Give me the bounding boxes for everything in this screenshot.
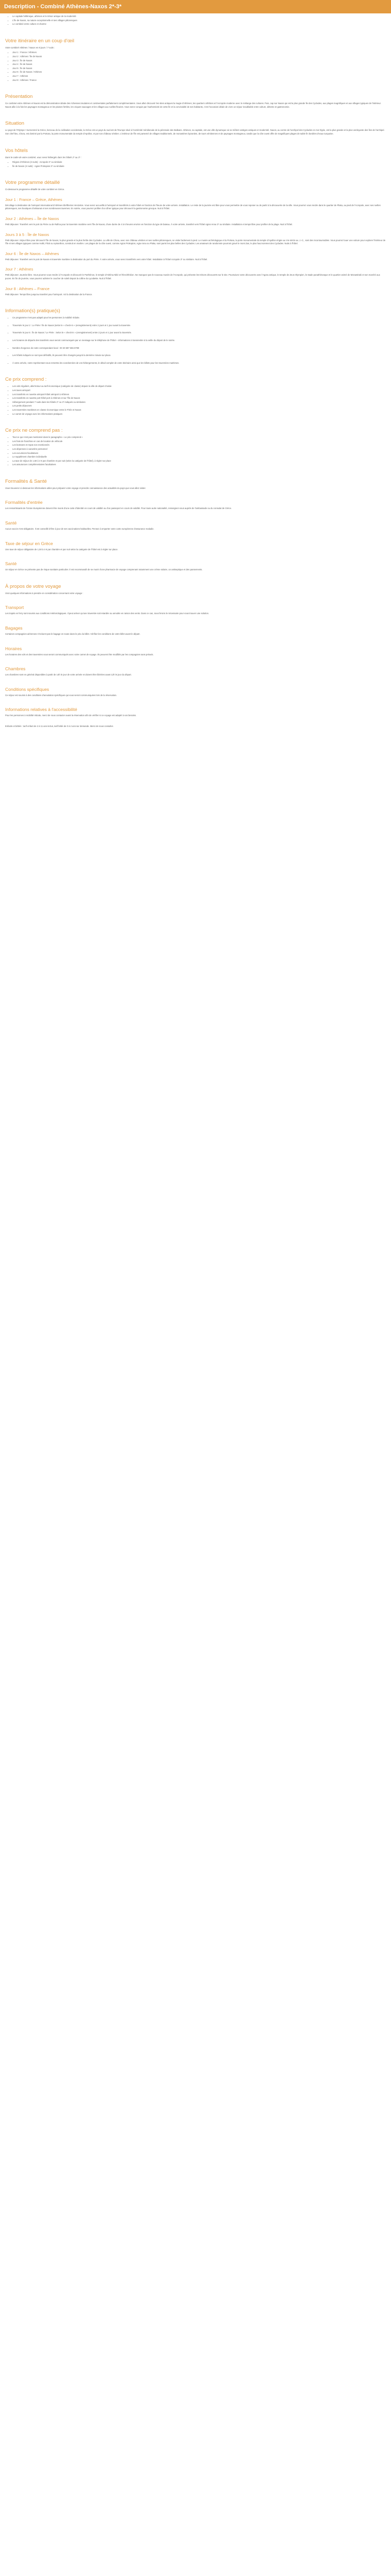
day-text: Décollage à destination de l'aéroport international d'Athènes Eleftherios Venizelos. Vous serez accueillis à l'aéroport et transférés à votre hôtel en fonction de l'heure de votre arrivée. Installation. Le reste de la journée est libre pour vous permettre de vous reposer ou de partir à la découverte de la ville. Vous pourrez vous rendre dans le quartier de Plaka, au pied de l'Acropole, avec ses ruelles pittoresques, ses boutiques d'artisanat et ses nombreuses tavernes. En soirée, vous pourrez profiter d'un dîner typique pour découvrir la gastronomie grecque. Nuit à l'hôtel. (5, 204, 381, 210)
list-item: • Le supplément chambre individuelle (12, 455, 386, 459)
excludes-list (5, 436, 386, 467)
day-text: Petit déjeuner. Journée libre. Vous pourrez vous rendre à l'Acropole et découvrir le Parthénon, le temple d'Athéna Niké et l'Érechthéion. Ne manquez pas le nouveau musée de l'Acropole, qui présente les trésors découverts sur le site. Poursuivez votre découverte avec l'Agora antique, le temple de Zeus Olympien, le stade panathénaïque et le quartier animé de Monastiraki et son marché aux puces. En fin de journée, vous pourrez admirer le coucher de soleil depuis la colline du Lycabette. Nuit à l'hôtel. (5, 274, 380, 280)
list-item: • Le combiné entre culture et charme (12, 23, 386, 26)
list-item: • Jour 7 : Athènes (12, 75, 386, 78)
sub-text: Les trajets en ferry sont soumis aux conditions météorologiques. Il peut arriver qu'une traversée soit retardée ou annulée en raison des vents. Dans ce cas, nous ferons le nécessaire pour vous trouver une solution. (5, 612, 209, 615)
list-item: • Les traversées maritimes en classe économique entre le Pirée et Naxos (12, 409, 386, 412)
situation-heading: Situation (5, 121, 24, 127)
day-block (5, 251, 386, 262)
presentation-text: Ce combiné entre Athènes et Naxos est la démonstration idéale des richesses insulaires et continentales parfaitement complémentaires. Vous allez découvrir les sites antiques la magie d'Athènes, les quartiers célèbres et l'Acropole moderne avec le mélange des cultures. Puis, cap sur Naxos qui est la plus grande île des Cyclades, aux plages magnifiques et aux villages typiques de l'intérieur. Naxos allie à la fois les paysages montagneux et les plaines fertiles, les criques sauvages et les villages aux ruelles fleuries. Vous serez conquis par l'authenticité de cette île et la convivialité de ses habitants, c'est l'occasion idéale de vivre un séjour inoubliable entre culture, détente et gastronomie. (5, 102, 381, 108)
list-item: • Jour 8 : Athènes / France (12, 79, 386, 82)
page-title: Description - Combiné Athènes-Naxos 2*-3* (0, 0, 391, 13)
sub-heading: Chambres (5, 666, 26, 672)
list-item: • Tout ce qui n'est pas mentionné dans le paragraphe « Le prix comprend » (12, 436, 386, 439)
day-block (5, 286, 386, 297)
list-item: • Les transferts en navette port-hôtel port à Athènes et sur l'île de Naxos (12, 397, 386, 400)
list-item: • Traversée le jour 6 : Île de Naxos / Le Pirée : Selon le « check-in » (enregistrement) entre 2 jours et 1 jour avant la traversée. (12, 331, 386, 335)
includes-heading: Ce prix comprend : (5, 377, 47, 383)
itinerary-intro: Votre combiné Athènes / Naxos en 8 jours / 7 nuits : (5, 46, 55, 49)
list-item: • Les hôtels indiqués ne sont pas définitifs, ils peuvent être changés jusqu'à la dernière minute sur place. (12, 354, 386, 358)
list-item: • Jour 2 : Athènes / Île de Naxos (12, 55, 386, 59)
sub-heading: Conditions spécifiques (5, 686, 50, 692)
day-title: Jour 2 : Athènes – Île de Naxos (5, 216, 59, 222)
list-item: • Nombre d'urgence de notre correspondant local : 00 30 697 655 8799 (12, 347, 386, 350)
includes-list (5, 385, 386, 416)
itinerary-heading: Votre itinéraire en un coup d'œil (5, 38, 74, 44)
sub-text: Les horaires des vols et des traversées vous seront communiqués avec votre carnet de voyage. Ils peuvent être modifiés par les compagnies sans préavis. (5, 653, 154, 656)
list-item: • Les boissons et repas non mentionnés (12, 444, 386, 447)
sub-heading: Horaires (5, 646, 22, 651)
sub-text: Les ressortissants de l'Union Européenne doivent être munis d'une carte d'identité en cours de validité ou d'un passeport en cours de validité. Pour toute autre nationalité, renseignez-vous auprès de l'ambassade ou du consulat de Grèce. (5, 507, 232, 510)
formalities-heading: Formalités & Santé (5, 478, 47, 484)
hotels-intro: Dans le cadre de votre combiné, vous serez hébergés dans les hôtels 2* ou 3* : (5, 156, 82, 159)
presentation-heading: Présentation (5, 94, 33, 100)
list-item: • Les transferts en navette aéroport-hôtel aéroport à Athènes (12, 393, 386, 397)
list-item: • À votre arrivée, notre représentant vous remettra les coordonnées de vos hébergements, le détail complet de votre itinéraire ainsi que les billets pour les traversées maritimes. (12, 362, 386, 365)
sub-text: Certaines compagnies aériennes n'incluent pas le bagage en soute dans le prix du billet. Vérifiez les conditions de votre billet avant le départ. (5, 633, 140, 636)
sub-text: Une taxe de séjour obligatoire de 1,50 à 4 € par chambre et par nuit selon la catégorie de l'hôtel est à régler sur place. (5, 548, 118, 551)
day-title: Jour 8 : Athènes – France (5, 286, 50, 291)
hotels-list (5, 161, 386, 168)
intro-list (5, 15, 386, 26)
list-item: • Les assurances complémentaires facultatives (12, 463, 386, 467)
hotels-heading: Vos hôtels (5, 147, 28, 154)
day-text: Petit déjeuner. Transfert vers le port du Pirée ou de Rafina pour la traversée maritime vers l'île de Naxos, d'une durée de 4 à 6 heures environ en fonction du type de bateau. À votre arrivée, transfert vers l'hôtel Agios Anna 3* ou similaire. Installation et temps libre pour profiter de la plage. Nuit à l'hôtel. (5, 223, 293, 226)
list-item: • Le carnet de voyage avec les informations pratiques (12, 413, 386, 416)
list-item: • Jour 1 : France / Athènes (12, 51, 386, 55)
sub-heading: Formalités d'entrée (5, 500, 43, 505)
sub-heading: Santé (5, 520, 17, 526)
footer-note: Enfants et bébés : tarif enfant de 2 à 11 ans inclus, tarif bébé de 0 à 2 ans sur demande. Merci de nous consulter. (5, 725, 114, 727)
program-intro: Ci-dessous le programme détaillé de votre combiné en Grèce. (5, 188, 65, 191)
day-title: Jour 6 : Île de Naxos – Athènes (5, 251, 59, 256)
sub-text: Un séjour en Grèce ne présente pas de risque sanitaire particulier. Il est recommandé de se munir d'une pharmacie de voyage comprenant notamment une crème solaire, un antiseptique et des pansements. (5, 568, 203, 571)
list-item: • Les petits déjeuners (12, 404, 386, 408)
list-item: • Jour 4 : Île de Naxos (12, 63, 386, 66)
itinerary-list (5, 51, 386, 82)
list-item: • Jour 6 : Île de Naxos / Athènes (12, 71, 386, 74)
day-text: Petit déjeuner. Temps libre jusqu'au transfert pour l'aéroport. Vol à destination de la France. (5, 293, 93, 296)
day-text: Petit déjeuner. Séjour libre pour découvrir l'île de Naxos, la plus grande et la plus fertile des Cyclades. La ville de Chora, avec son château vénitien et ses ruelles pittoresques, se visite facilement à pied. Le musée archéologique et la Portara, la porte monumentale du temple d'Apollon érigée au VIe siècle av. J.-C., sont des incontournables. Vous pourrez louer une voiture pour explorer l'intérieur de l'île et ses villages typiques comme Halki, Filoti ou Apiranthos, construit en marbre. Les plages de la côte ouest, comme Agios Prokopios, Agia Anna ou Plaka, sont parmi les plus belles des Cyclades. Les amateurs de randonnée pourront gravir le mont Zas, le plus haut sommet des Cyclades. Nuits à l'hôtel. (5, 239, 386, 245)
about-heading: À propos de votre voyage (5, 583, 61, 589)
day-block (5, 197, 386, 211)
sub-text: Ce séjour est soumis à des conditions d'annulation spécifiques qui vous seront communiquées lors de la réservation. (5, 693, 117, 697)
sub-heading: Informations relatives à l'accessibilité (5, 707, 77, 713)
day-text: Petit déjeuner. Transfert vers le port de Naxos et traversée maritime à destination du port du Pirée. À votre arrivée, vous serez transférés vers votre hôtel. Installation à l'hôtel Acropole 3* ou similaire. Nuit à l'hôtel. (5, 258, 208, 261)
day-title: Jour 1 : France – Grèce, Athènes (5, 197, 62, 202)
sub-heading: Transport (5, 605, 24, 611)
info-heading: Information(s) pratique(s) (5, 308, 60, 314)
list-item: • Les frais de franchise en cas de location de véhicule (12, 440, 386, 444)
excludes-heading: Ce prix ne comprend pas : (5, 428, 63, 434)
situation-text: Le pays de l'Olympe ! Surnommé la Grèce, berceau de la civilisation occidentale, la Grèce est un pays du sud-est de l'Europe situé à l'extrémité méridionale de la péninsule des Balkans. Athènes, sa capitale, est une ville dynamique où se mêlent vestiges antiques et modernité. Naxos, au centre de l'archipel des Cyclades en mer Égée, est la plus grande et la plus verdoyante des îles de l'archipel. Son chef-lieu, Chora, est dominé par la Portara, la porte monumentale du temple d'Apollon, et par son château vénitien. L'intérieur de l'île est parsemé de villages traditionnels, de monastères byzantins, de tours vénitiennes et de paysages montagneux, tandis que la côte ouest offre de magnifiques plages de sable fin bordées d'eaux turquoise. (5, 129, 385, 135)
sub-text: Pour les personnes à mobilité réduite, merci de nous contacter avant la réservation afin de vérifier si ce voyage est adapté à vos besoins. (5, 714, 137, 717)
day-title: Jours 3 à 5 : Île de Naxos (5, 232, 50, 237)
list-item: • Le capitale héllénique, athènes et le trésor antique de la modernité (12, 15, 386, 19)
list-item: • Les vols réguliers, aller/retour au tarif économique (catégorie de classe) depuis la ville de départ choisie (12, 385, 386, 388)
sub-heading: Bagages (5, 625, 23, 631)
program-heading: Votre programme détaillé (5, 180, 60, 186)
sub-heading: Santé (5, 561, 17, 567)
list-item: • Traversée le jour 2 : Le Pirée / Île de Naxos (selon le « check-in » (enregistrement) entre 2 jours et 1 jour avant la traversée. (12, 324, 386, 328)
sub-text: Les chambres sont en général disponibles à partir de 14h le jour de votre arrivée et doivent être libérées avant 12h le jour du départ. (5, 673, 132, 676)
list-item: • Jour 5 : Île de Naxos (12, 67, 386, 71)
about-intro: Voici quelques informations à prendre en considération concernant votre voyage : (5, 591, 84, 595)
list-item: • La taxe de séjour de 1,50 à 4 € par chambre et par nuit (selon la catégorie de l'hôtel), à régler sur place (12, 460, 386, 463)
list-item: • Les excursions facultatives (12, 452, 386, 455)
list-item: • Les dépenses à caractère personnel (12, 448, 386, 451)
list-item: • Ce programme n'est pas adapté pour les personnes à mobilité réduite. (12, 316, 386, 320)
sub-text: Aucun vaccin n'est obligatoire. Il est conseillé d'être à jour de ses vaccinations habituelles. Pensez à emporter votre carte européenne d'assurance maladie. (5, 528, 154, 531)
day-block (5, 216, 386, 227)
page (0, 0, 391, 738)
day-block (5, 232, 386, 246)
list-item: • Région d'Athènes (3 nuits) : Acropole 3* ou similaire (12, 161, 386, 164)
list-item: • Jour 3 : Île de Naxos (12, 59, 386, 63)
list-item: • L'île de Naxos, sa nature exceptionnelle et ses villages pittoresques (12, 19, 386, 23)
info-list (5, 316, 386, 365)
content (0, 15, 391, 728)
list-item: • Les horaires de départs des transferts vous seront communiqués par un message sur le téléphone de l'hôtel – informations à transmettre à la veille du départ de le soirée. (12, 339, 386, 343)
day-title: Jour 7 : Athènes (5, 267, 34, 272)
list-item: • Île de Naxos (4 nuits) : Agios Prokopios 3* ou similaire (12, 165, 386, 168)
list-item: • Hébergement pendant 7 nuits dans les hôtels 2* ou 3* indiqués ou similaires (12, 401, 386, 404)
list-item: • Les taxes aéroport (12, 389, 386, 393)
day-block (5, 266, 386, 280)
formalities-text: Vous trouverez ci-dessous les informations utiles pour préparer votre voyage et prendre connaissance des actualités du pays que vous allez visiter. (5, 486, 146, 489)
sub-heading: Taxe de séjour en Grèce (5, 540, 53, 546)
